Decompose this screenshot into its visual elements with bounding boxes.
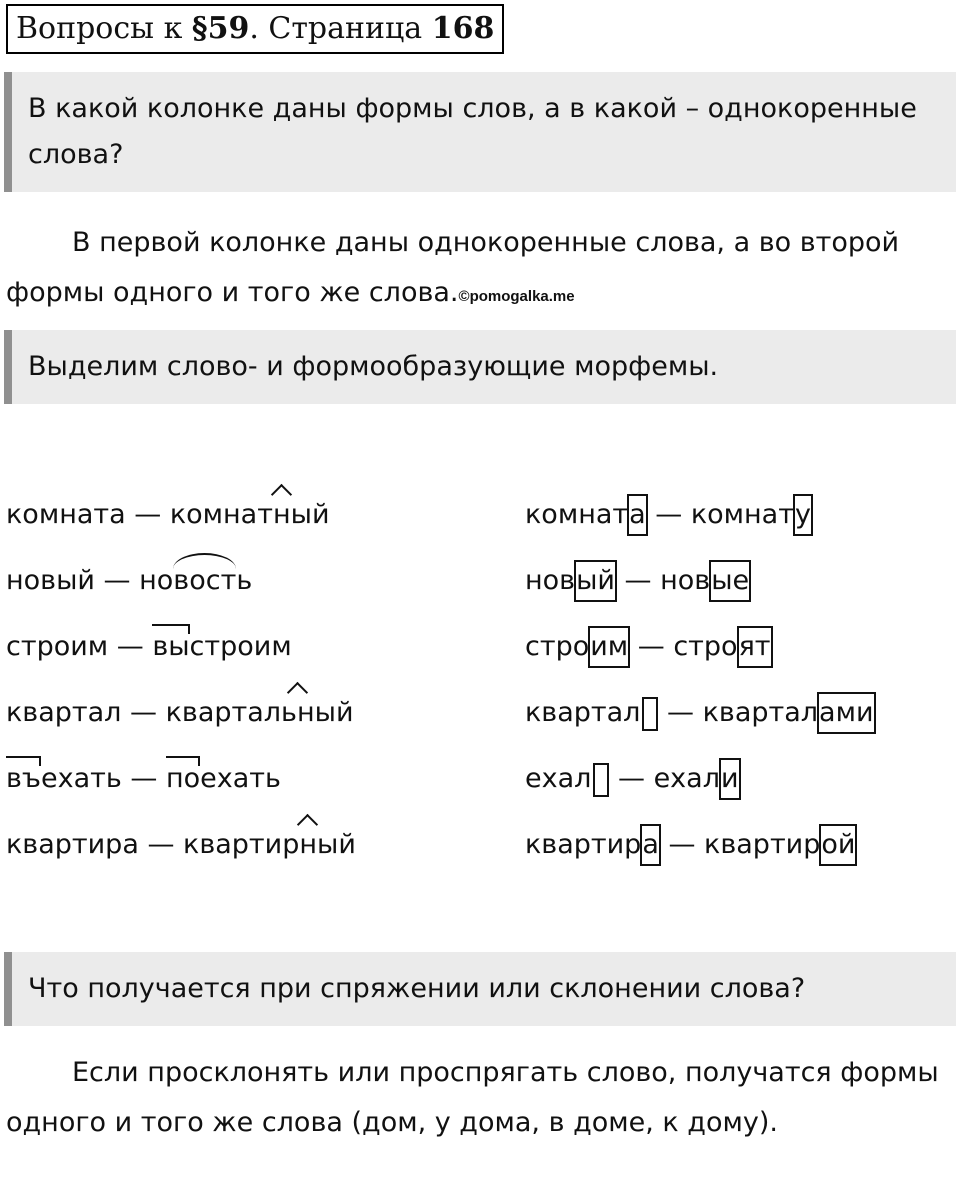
text: ый (317, 829, 356, 860)
text: стро (525, 631, 590, 662)
suffix-mark: н (273, 495, 291, 535)
right-row-4 (525, 693, 875, 733)
answer-1 (6, 218, 946, 322)
ending-box: ами (818, 693, 874, 733)
prefix-mark: въ (6, 759, 41, 799)
left-row-2 (6, 561, 252, 601)
page-header (6, 4, 504, 54)
header-section: §59 (191, 11, 250, 46)
header-page-number: 168 (431, 11, 495, 46)
right-row-6 (525, 825, 856, 865)
left-row-3 (6, 627, 292, 667)
text: — нов (615, 565, 711, 596)
text: квартир (525, 829, 642, 860)
ending-box: а (641, 825, 660, 865)
text: — стро (629, 631, 738, 662)
ending-box: ый (575, 561, 616, 601)
ending-box: им (589, 627, 629, 667)
text: квартал (525, 697, 641, 728)
right-row-2 (525, 561, 750, 601)
answer-3-text: Если просклонять или проспрягать слово, получатся формы одного и того же слова (дом, у дома, в доме, к дому). (6, 1057, 939, 1138)
text: комнат (525, 499, 629, 530)
suffix-mark: н (299, 825, 317, 865)
text: — комнат (646, 499, 794, 530)
text: квартал — квартал (6, 697, 282, 728)
text: квартира — квартир (6, 829, 300, 860)
question-3: Что получается при спряжении или склонении слова? (4, 952, 956, 1026)
root-mark: вост (173, 561, 236, 601)
answer-1-text: В первой колонке даны однокоренные слова, а во второй формы одного и того же слова. (6, 227, 900, 308)
ending-box: ые (710, 561, 750, 601)
header-middle: . Страница (249, 11, 432, 46)
zero-ending-box (593, 763, 609, 797)
text: ехать (200, 763, 281, 794)
right-row-5 (525, 759, 740, 799)
text: строим — (6, 631, 153, 662)
ending-box: ой (820, 825, 856, 865)
left-row-5 (6, 759, 281, 799)
text: комната — комнат (6, 499, 273, 530)
zero-ending-box (642, 697, 658, 731)
ending-box: у (794, 495, 812, 535)
prefix-mark: по (166, 759, 200, 799)
header-prefix: Вопросы к (16, 11, 192, 46)
ending-box: ят (738, 627, 772, 667)
right-row-1 (525, 495, 812, 535)
text: ый (290, 499, 330, 530)
text: — квартал (658, 697, 819, 728)
text: ехать — (41, 763, 166, 794)
left-row-4 (6, 693, 354, 733)
text: ехал (525, 763, 592, 794)
text: новый — но (6, 565, 174, 596)
watermark: ©pomogalka.me (458, 288, 575, 305)
right-row-3 (525, 627, 772, 667)
text: — ехал (609, 763, 720, 794)
answer-3 (6, 1048, 946, 1148)
text: ь (236, 565, 253, 596)
left-row-6 (6, 825, 356, 865)
ending-box: и (720, 759, 740, 799)
question-1: В какой колонке даны формы слов, а в какой – однокоренные слова? (4, 72, 956, 192)
prefix-mark: вы (152, 627, 189, 667)
suffix-mark: ьн (281, 693, 315, 733)
text: ый (314, 697, 354, 728)
ending-box: а (628, 495, 647, 535)
text: нов (525, 565, 576, 596)
left-row-1 (6, 495, 330, 535)
text: строим (189, 631, 292, 662)
question-2: Выделим слово- и формообразующие морфемы. (4, 330, 956, 404)
text: — квартир (659, 829, 821, 860)
